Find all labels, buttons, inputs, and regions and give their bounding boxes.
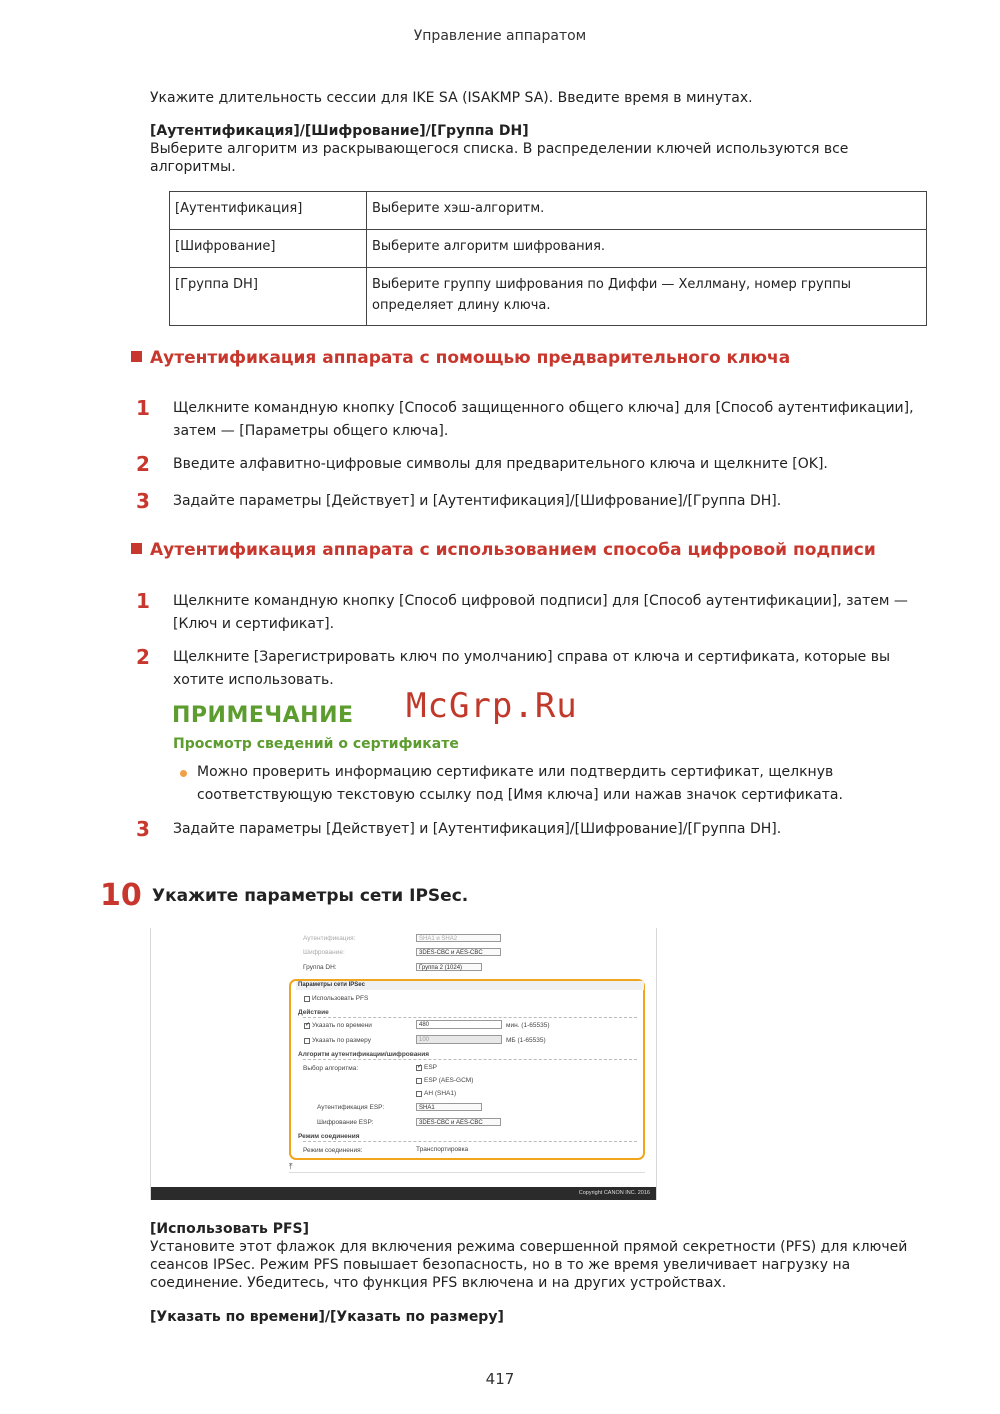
page-number: 417	[485, 1370, 515, 1388]
step-number: 1	[136, 589, 150, 613]
step-number: 2	[136, 452, 150, 476]
ike-session-text: Укажите длительность сессии для IKE SA (ISAKMP SA). Введите время в минутах.	[150, 90, 753, 106]
copyright-text: Copyright CANON INC. 2016	[578, 1190, 650, 1196]
table-cell: [Аутентификация]	[170, 192, 367, 230]
pfs-checkbox[interactable]	[304, 996, 310, 1002]
by-time-checkbox[interactable]	[304, 1023, 310, 1029]
table-cell: [Шифрование]	[170, 230, 367, 268]
esp-enc-select[interactable]: 3DES-CBC и AES-CBC	[416, 1118, 501, 1126]
esp-enc-label: Шифрование ESP:	[317, 1119, 374, 1126]
by-time-unit: мин. (1-65535)	[506, 1022, 550, 1029]
by-size-label: Указать по размеру	[312, 1037, 371, 1044]
step-text: Задайте параметры [Действует] и [Аутентификация]/[Шифрование]/[Группа DH].	[173, 821, 782, 837]
by-size-checkbox[interactable]	[304, 1038, 310, 1044]
conn-header: Режим соединения	[298, 1133, 360, 1140]
table-row	[170, 230, 927, 268]
table-row	[170, 268, 927, 326]
pfs-text-3: соединение. Убедитесь, что функция PFS включена и на других устройствах.	[150, 1275, 727, 1291]
esp-gcm-label: ESP (AES-GCM)	[424, 1077, 474, 1084]
watermark: McGrp.Ru	[406, 686, 578, 726]
square-bullet-icon	[131, 543, 142, 554]
pfs-text-1: Установите этот флажок для включения режима совершенной прямой секретности (PFS) для ключей	[150, 1239, 908, 1255]
pfs-label: Использовать PFS	[312, 995, 369, 1002]
square-bullet-icon	[131, 351, 142, 362]
validity-heading: [Указать по времени]/[Указать по размеру]	[150, 1309, 504, 1325]
footer-bar	[151, 1187, 656, 1200]
divider	[289, 1172, 645, 1173]
algo-header: Алгоритм аутентификации/шифрования	[298, 1051, 430, 1058]
bullet-icon	[180, 770, 187, 777]
step-text: Введите алфавитно-цифровые символы для предварительного ключа и щелкните [OK].	[173, 456, 828, 472]
ah-checkbox[interactable]	[416, 1091, 422, 1097]
divider	[303, 1141, 637, 1142]
step-text: Щелкните командную кнопку [Способ защищенного общего ключа] для [Способ аутентификации], затем — [Параметры общего ключа].	[173, 400, 914, 439]
section-title-text: Аутентификация аппарата с помощью предварительного ключа	[150, 348, 791, 368]
by-size-unit: МБ (1-65535)	[506, 1037, 546, 1044]
conn-value: Транспортировка	[416, 1146, 469, 1153]
validity-header: Действие	[298, 1009, 329, 1016]
ipsec-section-header: Параметры сети IPSec	[296, 981, 644, 990]
step-number: 3	[136, 489, 150, 513]
algo-params-table	[169, 191, 927, 326]
enc-label: Шифрование:	[303, 949, 345, 956]
step-number-large: 10	[100, 878, 142, 913]
scroll-top-icon[interactable]: ⤒	[289, 1162, 293, 1171]
pfs-heading: [Использовать PFS]	[150, 1221, 310, 1237]
esp-auth-label: Аутентификация ESP:	[317, 1104, 385, 1111]
algo-text-2: алгоритмы.	[150, 159, 236, 175]
note-bullet-text: Можно проверить информацию сертификате или подтвердить сертификат, щелкнув соответствующую текстовую ссылку под [Имя ключа] или нажав значок сертификата.	[197, 764, 843, 803]
ipsec-settings-screenshot	[150, 928, 657, 1200]
step-text: Щелкните командную кнопку [Способ цифровой подписи] для [Способ аутентификации], затем — [Ключ и сертификат].	[173, 593, 908, 632]
page-header: Управление аппаратом	[413, 28, 587, 44]
table-cell: [Группа DH]	[170, 268, 367, 326]
by-size-input[interactable]: 100	[416, 1035, 502, 1044]
divider	[303, 1059, 637, 1060]
step-number: 3	[136, 817, 150, 841]
by-time-input[interactable]: 480	[416, 1020, 502, 1029]
esp-gcm-checkbox[interactable]	[416, 1078, 422, 1084]
step-number: 1	[136, 396, 150, 420]
algo-text-1: Выберите алгоритм из раскрывающегося списка. В распределении ключей используются все	[150, 141, 849, 157]
algo-heading: [Аутентификация]/[Шифрование]/[Группа DH]	[150, 123, 529, 139]
pfs-text-2: сеансов IPSec. Режим PFS повышает безопасность, но в то же время увеличивает нагрузку на	[150, 1257, 851, 1273]
conn-label: Режим соединения:	[303, 1147, 363, 1154]
step-number: 2	[136, 645, 150, 669]
section-digital-signature-title	[131, 540, 876, 560]
esp-auth-select[interactable]: SHA1	[416, 1103, 482, 1111]
algo-select-label: Выбор алгоритма:	[303, 1065, 359, 1072]
ah-label: AH (SHA1)	[424, 1090, 457, 1097]
table-cell: Выберите алгоритм шифрования.	[367, 230, 927, 268]
dh-label: Группа DH:	[303, 964, 337, 971]
auth-label: Аутентификация:	[303, 935, 356, 942]
auth-select[interactable]: SHA1 и SHA2	[416, 934, 501, 942]
esp-checkbox[interactable]	[416, 1065, 422, 1071]
table-cell: Выберите хэш-алгоритм.	[367, 192, 927, 230]
by-time-label: Указать по времени	[312, 1022, 372, 1029]
enc-select[interactable]: 3DES-CBC и AES-CBC	[416, 948, 501, 956]
table-cell: Выберите группу шифрования по Диффи — Хеллману, номер группы определяет длину ключа.	[367, 268, 927, 326]
table-row	[170, 192, 927, 230]
step-text: Задайте параметры [Действует] и [Аутентификация]/[Шифрование]/[Группа DH].	[173, 493, 782, 509]
step-text: Щелкните [Зарегистрировать ключ по умолчанию] справа от ключа и сертификата, которые вы хотите использовать.	[173, 649, 891, 688]
note-subtitle: Просмотр сведений о сертификате	[173, 736, 459, 752]
section-preshared-key-title	[131, 348, 790, 368]
esp-label: ESP	[424, 1064, 438, 1071]
step10-title: Укажите параметры сети IPSec.	[152, 886, 469, 906]
note-title: ПРИМЕЧАНИЕ	[172, 703, 354, 728]
section-title-text: Аутентификация аппарата с использованием способа цифровой подписи	[150, 540, 876, 560]
divider	[303, 1017, 637, 1018]
dh-select[interactable]: Группа 2 (1024)	[416, 963, 482, 971]
